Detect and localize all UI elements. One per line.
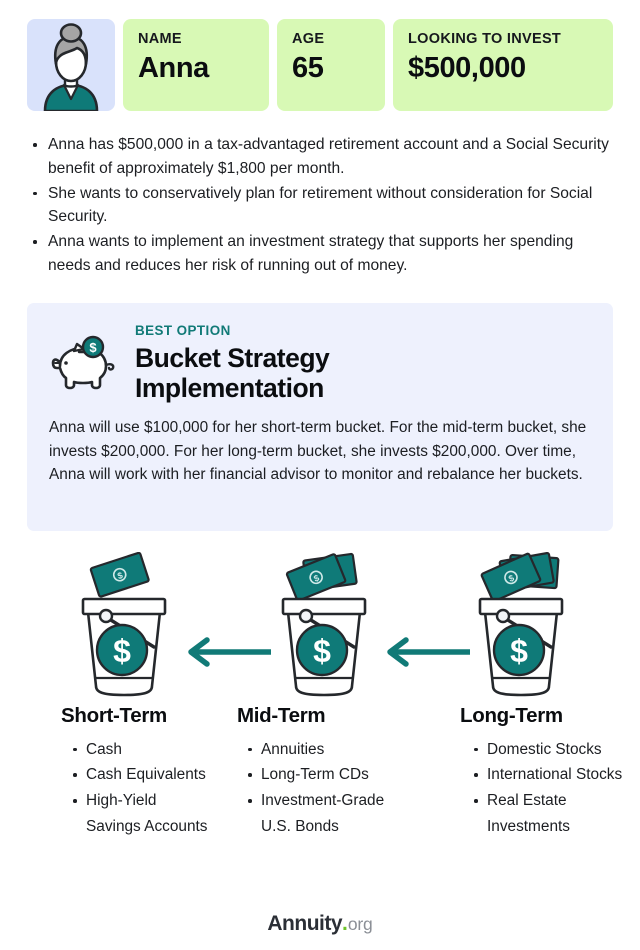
svg-text:$: $ [116, 570, 124, 582]
best-option-title: Bucket Strategy Implementation [135, 343, 330, 404]
bucket-art-long-term [459, 552, 583, 700]
logo-dot: . [342, 912, 348, 935]
bucket-illustrations [0, 552, 640, 702]
arrow-left-icon [380, 636, 470, 668]
bucket-item-list [48, 737, 215, 840]
arrow-left-icon [181, 636, 271, 668]
bucket-icon [62, 552, 186, 700]
list-item: Annuities [247, 737, 415, 763]
bucket-column-short-term [0, 704, 215, 840]
bucket-item-list [231, 737, 415, 840]
avatar [27, 19, 115, 111]
list-item: International Stocks [473, 762, 640, 788]
svg-text:$: $ [89, 340, 97, 355]
bucket-art-short-term [62, 552, 186, 700]
stat-card-age [277, 19, 385, 111]
bucket-title: Long-Term [460, 704, 563, 727]
list-item: Anna has $500,000 in a tax-advantaged retirement account and a Social Security benefit of approximately $1,800 per month. [31, 133, 615, 181]
stat-card-looking-to-invest [393, 19, 613, 111]
list-item: Cash Equivalents [72, 762, 215, 788]
bucket-columns [0, 704, 640, 840]
list-item: Anna wants to implement an investment strategy that supports her spending needs and reduces her risk of running out of money. [31, 230, 615, 278]
bucket-title: Mid-Term [237, 704, 326, 727]
profile-strip [27, 19, 613, 111]
stat-label: LOOKING TO INVEST [408, 31, 562, 47]
list-item: High-Yield Savings Accounts [72, 788, 215, 840]
bucket-icon [262, 552, 386, 700]
bucket-item-list [447, 737, 640, 840]
best-option-panel [27, 303, 613, 531]
money-bills [481, 553, 558, 602]
svg-text:$: $ [113, 633, 131, 669]
svg-text:$: $ [507, 572, 516, 584]
money-bills [286, 554, 356, 601]
bucket-title: Short-Term [61, 704, 167, 727]
stat-label: AGE [292, 31, 325, 47]
older-woman-avatar-icon [27, 19, 115, 111]
stat-value: 65 [292, 51, 324, 84]
best-option-text-block [135, 321, 465, 403]
piggy-bank-icon-wrapper [49, 321, 123, 397]
bucket-column-long-term [415, 704, 640, 840]
stat-label: NAME [138, 31, 182, 47]
svg-text:$: $ [510, 633, 528, 669]
list-item: She wants to conservatively plan for retirement without consideration for Social Security. [31, 182, 615, 230]
bucket-art-mid-term [262, 552, 386, 700]
best-option-header [49, 321, 591, 403]
svg-text:$: $ [312, 572, 321, 584]
list-item: Real Estate Investments [473, 788, 640, 840]
flow-arrow-long-to-mid [380, 636, 470, 668]
flow-arrow-mid-to-short [181, 636, 271, 668]
list-item: Long-Term CDs [247, 762, 415, 788]
best-option-body: Anna will use $100,000 for her short-term bucket. For the mid-term bucket, she invests $200,000. For her long-term bucket, she invests $200,000. Over time, Anna will work with her financial advisor to monitor and rebalance her buckets. [49, 419, 587, 484]
bucket-icon [459, 552, 583, 700]
logo-tld: org [347, 914, 373, 934]
list-item: Cash [72, 737, 215, 763]
stat-value: Anna [138, 51, 209, 84]
bucket-column-mid-term [215, 704, 415, 840]
list-item: Investment-Grade U.S. Bonds [247, 788, 415, 840]
best-option-eyebrow: BEST OPTION [135, 323, 231, 338]
piggy-bank-icon [49, 335, 123, 397]
intro-bullet-list [31, 133, 615, 279]
stat-card-name [123, 19, 269, 111]
logo-wordmark: Annuity [267, 912, 343, 935]
money-bills [90, 552, 149, 597]
svg-text:$: $ [313, 633, 331, 669]
stat-value: $500,000 [408, 51, 526, 84]
list-item: Domestic Stocks [473, 737, 640, 763]
site-logo[interactable] [0, 912, 640, 936]
